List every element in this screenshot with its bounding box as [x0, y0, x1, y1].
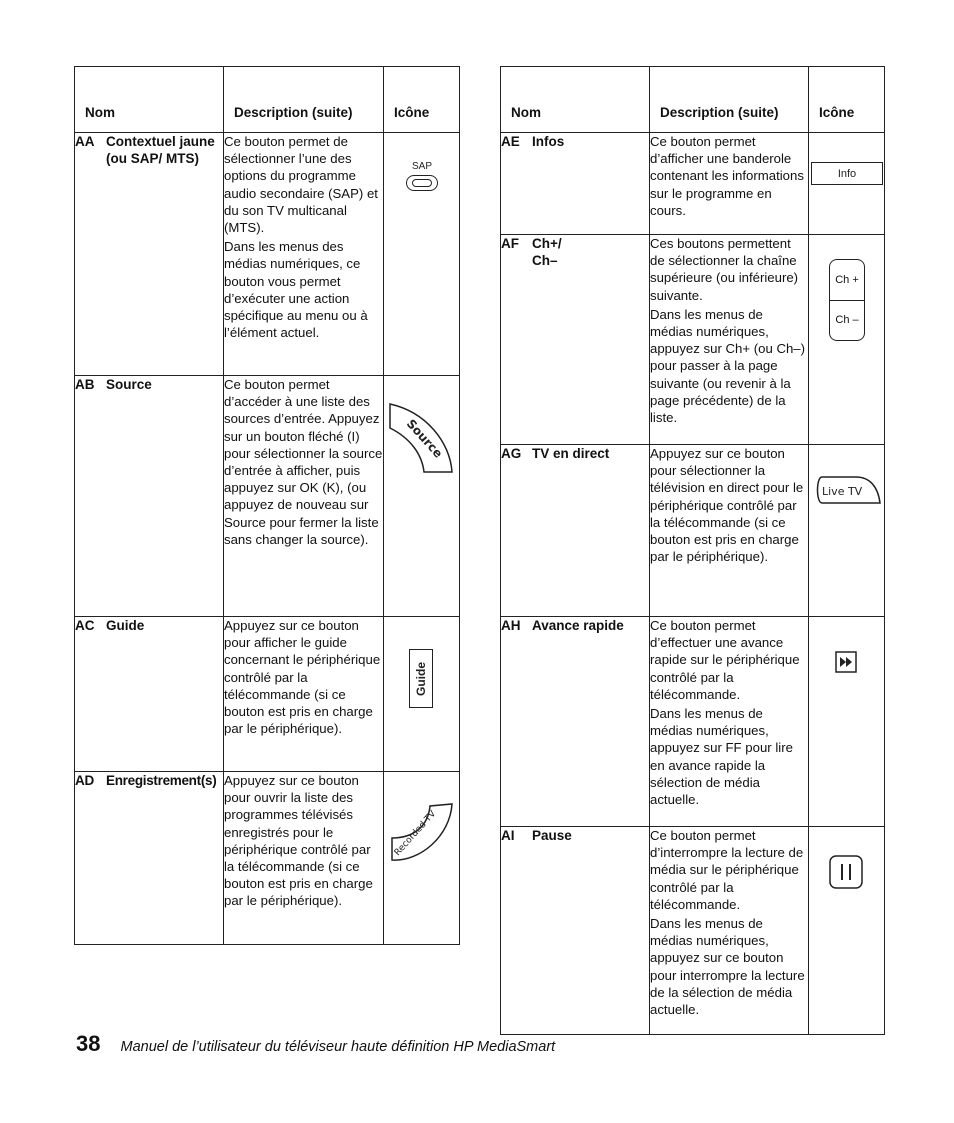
table-row: [501, 617, 885, 827]
row-description: Dans les menus de médias numériques, appuyez sur Ch+ (ou Ch–) pour passer à la page suivante (ou revenir à la page précédente) de la liste.: [650, 306, 806, 426]
fast-forward-icon: [835, 651, 857, 673]
row-code: AA: [75, 134, 95, 149]
page-number: 38: [76, 1031, 101, 1056]
header-icon: Icône: [809, 67, 885, 133]
sap-button-icon: [400, 161, 444, 191]
footer-title: Manuel de l’utilisateur du téléviseur haute définition HP MediaSmart: [120, 1039, 556, 1055]
row-description: Dans les menus de médias numériques, appuyez sur ce bouton pour interrompre la lecture de la sélection de média actuelle.: [650, 916, 805, 1018]
table-row: [501, 827, 885, 1035]
table-row: [501, 445, 885, 617]
live-tv-button-icon: [814, 473, 882, 507]
live-tv-label: Live TV: [822, 485, 863, 498]
row-code: AG: [501, 446, 522, 461]
recorded-tv-label: Recorded TV: [392, 809, 439, 859]
source-button-icon: [388, 402, 456, 474]
row-code: AB: [75, 377, 95, 392]
row-description: Dans les menus de médias numériques, appuyez sur FF pour lire en avance rapide la sélection de média actuelle.: [650, 706, 793, 808]
header-name: Nom: [75, 67, 224, 133]
row-label: TV en direct: [532, 446, 610, 461]
row-description: Dans les menus des médias numériques, ce bouton vous permet d’exécuter une action spécifique au menu ou à l’élément actuel.: [224, 239, 368, 341]
source-label: Source: [403, 416, 446, 461]
row-description: Ce bouton permet d’accéder à une liste des sources d’entrée. Appuyez sur un bouton fléché (I) pour sélectionner la source d’entrée à afficher, puis appuyez sur OK (K), (ou appuyez de nouveau sur Source pour fermer la liste sans changer la source).: [224, 377, 383, 547]
header-icon: Icône: [384, 67, 460, 133]
table-row: [501, 133, 885, 235]
row-description: Appuyez sur ce bouton pour afficher le guide concernant le périphérique contrôlé par la télécommande (si ce bouton est pris en charge par le périphérique).: [224, 618, 381, 737]
right-table-header: [501, 67, 885, 133]
row-description: Ce bouton permet d’effectuer une avance rapide sur le périphérique contrôlé par la télécommande.: [650, 618, 800, 702]
row-label: Pause: [532, 828, 572, 843]
table-row: [75, 376, 460, 617]
row-label: Avance rapide: [532, 618, 624, 633]
right-table: [500, 66, 885, 1035]
row-label: Contextuel jaune (ou SAP/ MTS): [106, 134, 215, 166]
row-description: Ce bouton permet de sélectionner l’une des options du programme audio secondaire (SAP) et du son TV multicanal (MTS).: [224, 134, 378, 236]
left-table-header: [75, 67, 460, 133]
row-code: AE: [501, 134, 520, 149]
guide-button-icon: [409, 649, 433, 708]
row-code: AC: [75, 618, 95, 633]
channel-rocker-icon: [829, 259, 865, 341]
row-description: Ce bouton permet d’interrompre la lecture de média sur le périphérique contrôlé par la télécommande.: [650, 828, 804, 912]
row-label: Ch+/ Ch–: [532, 236, 562, 268]
header-name: Nom: [501, 67, 650, 133]
channel-up-label: Ch +: [830, 260, 864, 301]
row-code: AD: [75, 773, 94, 788]
table-row: [75, 772, 460, 945]
header-description: Description (suite): [650, 67, 809, 133]
row-label: Source: [106, 377, 152, 392]
row-code: AI: [501, 828, 515, 843]
page-footer: [76, 1031, 555, 1057]
row-label: Guide: [106, 618, 145, 633]
row-code: AH: [501, 618, 521, 633]
left-table: [74, 66, 460, 945]
table-row: [75, 133, 460, 376]
channel-down-label: Ch –: [835, 314, 859, 327]
header-description: Description (suite): [224, 67, 384, 133]
guide-label: Guide: [414, 661, 429, 696]
recorded-tv-button-icon: [390, 802, 454, 866]
row-code: AF: [501, 236, 519, 251]
row-label: Enregistrement(s): [106, 773, 217, 788]
info-label: Info: [837, 167, 857, 180]
row-description: Appuyez sur ce bouton pour sélectionner la télévision en direct pour le périphérique contrôlé par la télécommande (si ce bouton est pris en charge par le périphérique).: [650, 446, 804, 565]
sap-label: SAP: [411, 161, 432, 172]
row-description: Ce bouton permet d’afficher une banderole contenant les informations sur le programme en cours.: [650, 134, 804, 218]
row-description: Appuyez sur ce bouton pour ouvrir la liste des programmes télévisés enregistrés pour le périphérique contrôlé par la télécommande (si ce bouton est pris en charge par le périphérique).: [224, 773, 373, 909]
table-row: [75, 617, 460, 772]
pause-icon: [829, 855, 863, 889]
row-description: Ces boutons permettent de sélectionner la chaîne supérieure (ou inférieure) suivante.: [650, 236, 799, 303]
info-button-icon: [811, 162, 883, 185]
table-row: [501, 235, 885, 445]
row-label: Infos: [532, 134, 565, 149]
